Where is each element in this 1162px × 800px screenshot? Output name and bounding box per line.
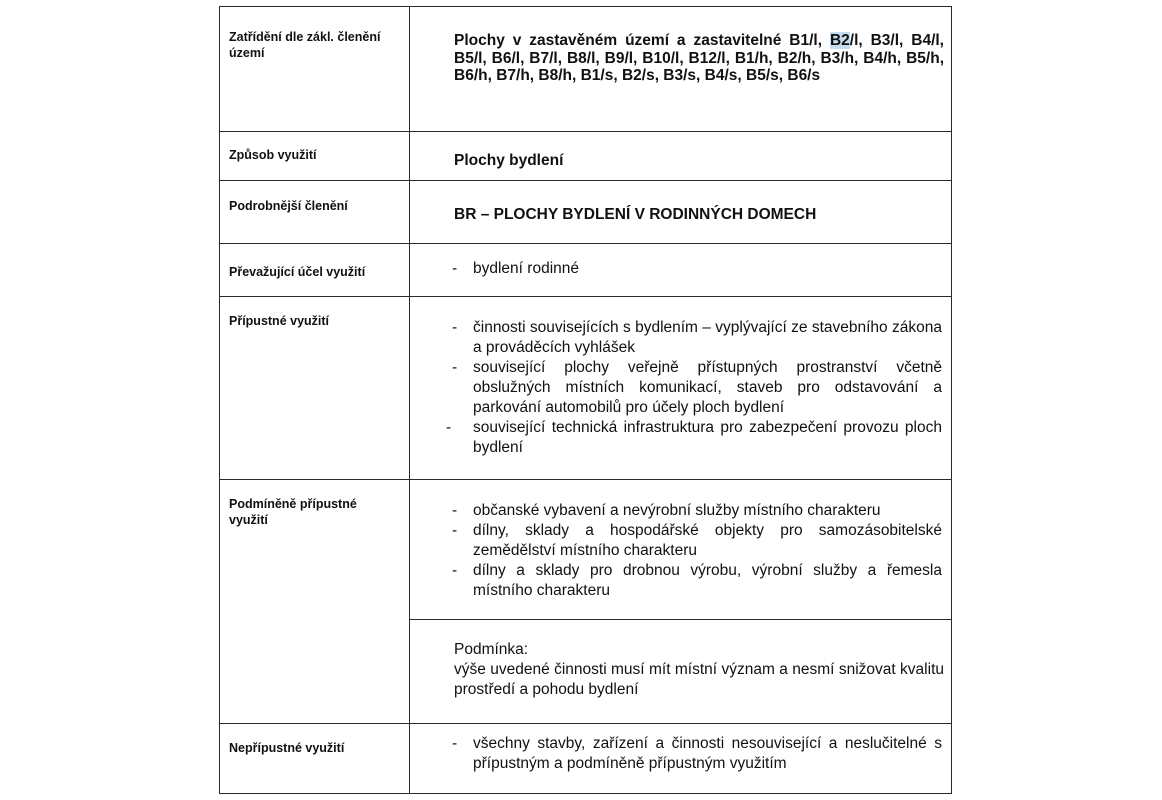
- regulation-table: [219, 6, 952, 794]
- list-item-text: dílny a sklady pro drobnou výrobu, výrobní služby a řemesla místního charakteru: [473, 562, 942, 599]
- row-divider: [220, 131, 951, 132]
- label-usage-method: Způsob využití: [229, 148, 317, 162]
- list-item-text: související plochy veřejně přístupných prostranství včetně obslužných místních komunikací, staveb pro odstavování a parkování automobilů pro účely ploch bydlení: [473, 359, 942, 416]
- row-divider: [220, 479, 951, 480]
- dash-bullet: -: [452, 735, 458, 752]
- list-item-text: občanské vybavení a nevýrobní služby místního charakteru: [473, 502, 881, 519]
- row-divider: [220, 723, 951, 724]
- list-item: [452, 259, 942, 279]
- dash-bullet: -: [452, 562, 458, 579]
- label-prohibited-use: Nepřípustné využití: [229, 741, 345, 755]
- label-detailed-division: Podrobnější členění: [229, 199, 348, 213]
- value-classification: [454, 32, 944, 85]
- list-item-text: dílny, sklady a hospodářské objekty pro samozásobitelské zemědělství místního charakteru: [473, 522, 942, 559]
- list-prohibited-use: [452, 734, 942, 774]
- list-item-text: všechny stavby, zařízení a činnosti nesouvisející a neslučitelné s přípustným a podmíněně přípustným využitím: [473, 735, 942, 772]
- column-divider: [409, 7, 410, 793]
- dash-bullet: -: [452, 319, 458, 336]
- dash-bullet: -: [452, 522, 458, 539]
- condition-block: [454, 640, 944, 700]
- dash-bullet: -: [452, 359, 458, 376]
- list-item: [446, 418, 942, 458]
- label-classification: Zatřídění dle zákl. členění území: [229, 30, 381, 60]
- row-divider: [220, 243, 951, 244]
- list-item-text: bydlení rodinné: [473, 260, 579, 277]
- label-predominant-purpose: Převažující účel využití: [229, 265, 366, 279]
- highlighted-selection: B2: [829, 32, 850, 49]
- value-usage-method: Plochy bydlení: [454, 152, 564, 169]
- row-divider: [220, 296, 951, 297]
- list-predominant-purpose: [452, 259, 942, 279]
- value-classification-text: Plochy v zastavěném území a zastavitelné B1/l,: [454, 32, 830, 49]
- label-permitted-use: Přípustné využití: [229, 314, 330, 328]
- list-permitted-use: [446, 318, 942, 458]
- list-conditional-use: [452, 501, 942, 601]
- list-item: [452, 521, 942, 561]
- list-item: [452, 561, 942, 601]
- list-item: [452, 318, 942, 358]
- dash-bullet: -: [452, 260, 458, 277]
- dash-bullet: -: [446, 419, 452, 436]
- value-detailed-division: BR – PLOCHY BYDLENÍ V RODINNÝCH DOMECH: [454, 206, 817, 223]
- dash-bullet: -: [452, 502, 458, 519]
- list-item-text: související technická infrastruktura pro zabezpečení provozu ploch bydlení: [473, 419, 942, 456]
- list-item: [452, 734, 942, 774]
- list-item: [452, 358, 942, 418]
- value-classification-text-rest: /l, B3/l, B4/l, B5/l, B6/l, B7/l, B8/l, B9/l, B10/l, B12/l, B1/h, B2/h, B3/h, B4/h, B5/h, B6/h, B7/h, B8/h, B1/s, B2/s, B3/s, B4/s, B5/s, B6/s: [454, 32, 944, 84]
- label-conditional-use: Podmíněně přípustné využití: [229, 497, 357, 527]
- row-divider: [220, 180, 951, 181]
- list-item: [452, 501, 942, 521]
- condition-title: Podmínka:: [454, 641, 529, 658]
- list-item-text: činnosti souvisejících s bydlením – vyplývající ze stavebního zákona a prováděcích vyhlášek: [473, 319, 942, 356]
- subrow-divider: [409, 619, 951, 620]
- condition-text: výše uvedené činnosti musí mít místní význam a nesmí snižovat kvalitu prostředí a pohodu bydlení: [454, 661, 944, 698]
